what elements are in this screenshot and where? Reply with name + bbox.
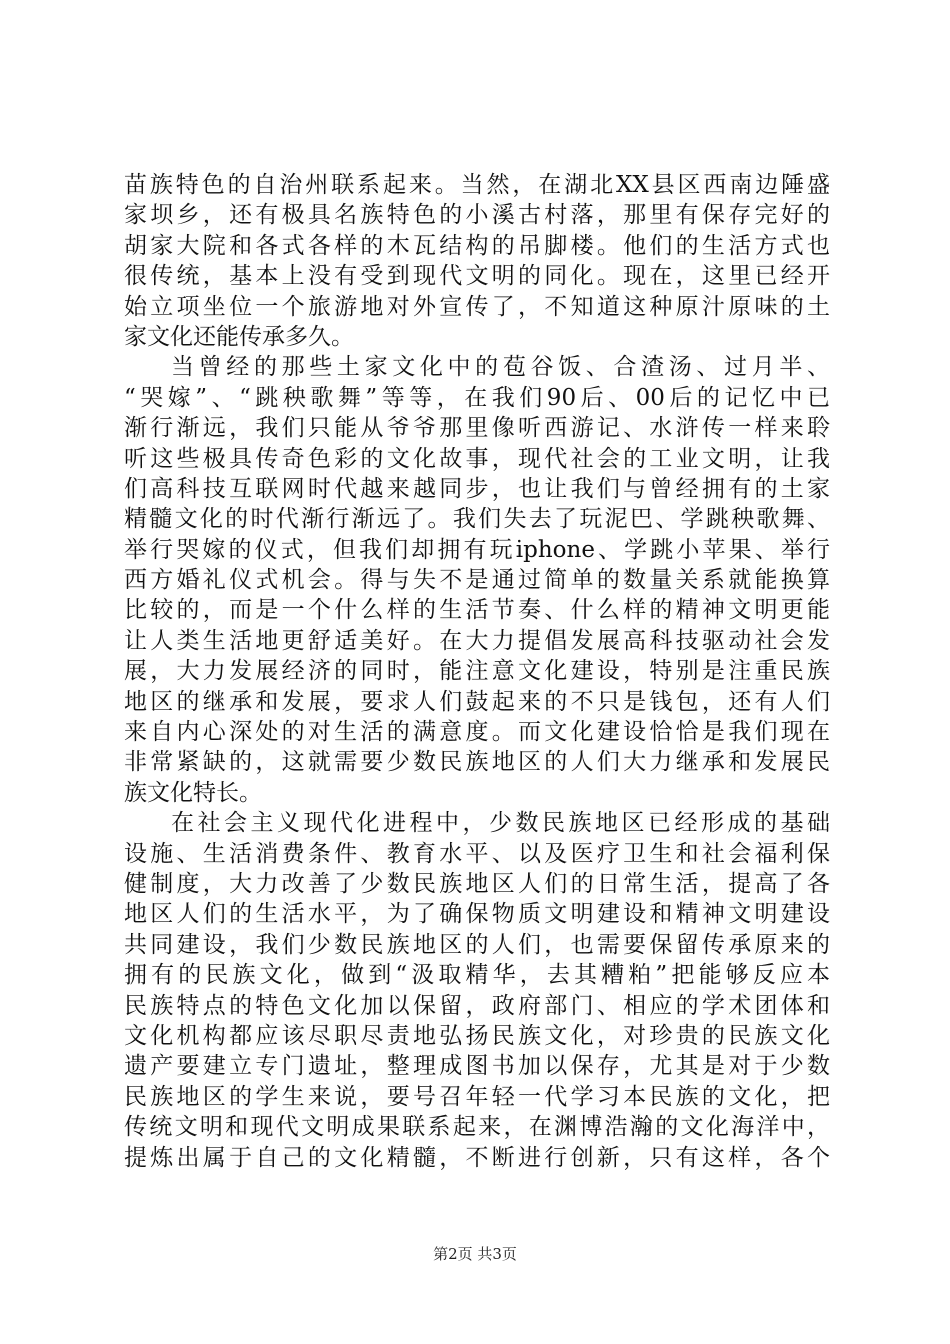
- text-line: 举行哭嫁的仪式，但我们却拥有玩iphone、学跳小苹果、举行: [124, 536, 830, 563]
- text-line: 来自内心深处的对生活的满意度。而文化建设恰恰是我们现在: [124, 719, 830, 746]
- text-line: 胡家大院和各式各样的木瓦结构的吊脚楼。他们的生活方式也: [124, 232, 830, 259]
- text-line: 很传统，基本上没有受到现代文明的同化。现在，这里已经开: [124, 263, 830, 290]
- text-line: 传统文明和现代文明成果联系起来，在渊博浩瀚的文化海洋中，: [124, 1114, 830, 1141]
- text-line: 非常紧缺的，这就需要少数民族地区的人们大力继承和发展民: [124, 749, 830, 776]
- text-line: 提炼出属于自己的文化精髓，不断进行创新，只有这样，各个: [124, 1144, 830, 1171]
- text-line: 比较的，而是一个什么样的生活节奏、什么样的精神文明更能: [124, 597, 830, 624]
- text-line: 展，大力发展经济的同时，能注意文化建设，特别是注重民族: [124, 658, 830, 685]
- text-line: 家文化还能传承多久。: [124, 323, 354, 350]
- text-line: 地区人们的生活水平，为了确保物质文明建设和精神文明建设: [124, 901, 830, 928]
- text-line: 遗产要建立专门遗址，整理成图书加以保存，尤其是对于少数: [124, 1053, 830, 1080]
- text-line: 渐行渐远，我们只能从爷爷那里像听西游记、水浒传一样来聆: [124, 415, 830, 442]
- page-number-footer: 第2页 共3页: [433, 1245, 517, 1263]
- paragraph-first-line: 当曾经的那些土家文化中的苞谷饭、合渣汤、过月半、: [171, 354, 830, 381]
- text-line: 拥有的民族文化，做到“汲取精华，去其糟粕”把能够反应本: [124, 962, 830, 989]
- text-line: 地区的继承和发展，要求人们鼓起来的不只是钱包，还有人们: [124, 688, 830, 715]
- text-line: 设施、生活消费条件、教育水平、以及医疗卫生和社会福利保: [124, 840, 830, 867]
- text-line: 共同建设，我们少数民族地区的人们，也需要保留传承原来的: [124, 931, 830, 958]
- paragraph-first-line: 在社会主义现代化进程中，少数民族地区已经形成的基础: [171, 810, 830, 837]
- text-line: 西方婚礼仪式机会。得与失不是通过简单的数量关系就能换算: [124, 567, 830, 594]
- text-line: “哭嫁”、“跳秧歌舞”等等，在我们90后、00后的记忆中已: [124, 384, 830, 411]
- text-line: 始立项坐位一个旅游地对外宣传了，不知道这种原汁原味的土: [124, 293, 830, 320]
- text-line: 听这些极具传奇色彩的文化故事，现代社会的工业文明，让我: [124, 445, 830, 472]
- text-line: 苗族特色的自治州联系起来。当然，在湖北XX县区西南边陲盛: [124, 172, 830, 198]
- text-line: 民族地区的学生来说，要号召年轻一代学习本民族的文化，把: [124, 1083, 830, 1110]
- text-line: 家坝乡，还有极具名族特色的小溪古村落，那里有保存完好的: [124, 202, 830, 229]
- text-line: 民族特点的特色文化加以保留，政府部门、相应的学术团体和: [124, 992, 830, 1019]
- text-line: 们高科技互联网时代越来越同步，也让我们与曾经拥有的土家: [124, 475, 830, 502]
- text-line: 文化机构都应该尽职尽责地弘扬民族文化，对珍贵的民族文化: [124, 1022, 830, 1049]
- text-line: 让人类生活地更舒适美好。在大力提倡发展高科技驱动社会发: [124, 627, 830, 654]
- body-text: [124, 170, 830, 1173]
- text-line: 精髓文化的时代渐行渐远了。我们失去了玩泥巴、学跳秧歌舞、: [124, 506, 830, 533]
- text-line: 族文化特长。: [124, 779, 262, 806]
- text-line: 健制度，大力改善了少数民族地区人们的日常生活，提高了各: [124, 870, 830, 897]
